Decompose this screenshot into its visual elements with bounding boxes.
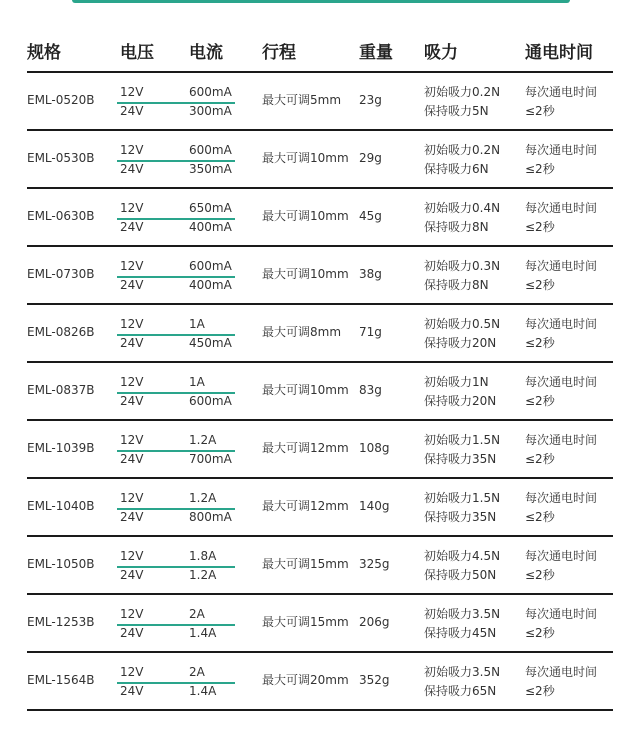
table-row [27, 131, 613, 189]
table-row [27, 479, 613, 537]
stroke-cell: 最大可调12mm [262, 499, 349, 513]
weight-cell: 23g [359, 93, 382, 107]
energize-time-label-cell: 每次通电时间 [525, 549, 598, 563]
current-12v-cell: 1.2A [189, 491, 217, 505]
stroke-cell: 最大可调10mm [262, 209, 349, 223]
energize-time-value-cell: ≤2秒 [525, 278, 555, 292]
spec-table [27, 28, 613, 711]
holding-force-cell: 保持吸力20N [424, 336, 497, 350]
table-row [27, 363, 613, 421]
current-24v-cell: 600mA [189, 394, 232, 408]
voltage-12v-cell: 12V [120, 549, 144, 563]
stroke-cell: 最大可调10mm [262, 151, 349, 165]
weight-cell: 140g [359, 499, 390, 513]
energize-time-value-cell: ≤2秒 [525, 626, 555, 640]
top-accent-bar [72, 0, 570, 3]
current-24v-cell: 300mA [189, 104, 232, 118]
holding-force-cell: 保持吸力35N [424, 452, 497, 466]
stroke-cell: 最大可调15mm [262, 615, 349, 629]
spec-cell: EML-1564B [27, 673, 95, 687]
voltage-12v-cell: 12V [120, 201, 144, 215]
header-time: 通电时间 [525, 43, 593, 63]
energize-time-value-cell: ≤2秒 [525, 220, 555, 234]
current-12v-cell: 600mA [189, 143, 232, 157]
weight-cell: 352g [359, 673, 390, 687]
voltage-12v-cell: 12V [120, 607, 144, 621]
current-24v-cell: 1.2A [189, 568, 217, 582]
energize-time-value-cell: ≤2秒 [525, 452, 555, 466]
energize-time-label-cell: 每次通电时间 [525, 259, 598, 273]
table-body [27, 73, 613, 711]
spec-cell: EML-0826B [27, 325, 95, 339]
stroke-cell: 最大可调8mm [262, 325, 342, 339]
voltage-24v-cell: 24V [120, 510, 144, 524]
current-24v-cell: 1.4A [189, 684, 217, 698]
energize-time-label-cell: 每次通电时间 [525, 375, 598, 389]
table-row [27, 421, 613, 479]
initial-force-cell: 初始吸力4.5N [424, 549, 501, 563]
voltage-24v-cell: 24V [120, 568, 144, 582]
stroke-cell: 最大可调15mm [262, 557, 349, 571]
current-24v-cell: 450mA [189, 336, 232, 350]
weight-cell: 206g [359, 615, 390, 629]
initial-force-cell: 初始吸力0.2N [424, 85, 501, 99]
energize-time-label-cell: 每次通电时间 [525, 143, 598, 157]
header-force: 吸力 [424, 43, 458, 63]
current-12v-cell: 2A [189, 607, 205, 621]
header-spec: 规格 [27, 43, 61, 63]
current-12v-cell: 1.2A [189, 433, 217, 447]
voltage-24v-cell: 24V [120, 278, 144, 292]
energize-time-value-cell: ≤2秒 [525, 510, 555, 524]
energize-time-label-cell: 每次通电时间 [525, 317, 598, 331]
voltage-12v-cell: 12V [120, 665, 144, 679]
holding-force-cell: 保持吸力35N [424, 510, 497, 524]
energize-time-label-cell: 每次通电时间 [525, 491, 598, 505]
initial-force-cell: 初始吸力0.2N [424, 143, 501, 157]
voltage-24v-cell: 24V [120, 104, 144, 118]
stroke-cell: 最大可调12mm [262, 441, 349, 455]
weight-cell: 38g [359, 267, 382, 281]
spec-cell: EML-0530B [27, 151, 95, 165]
current-24v-cell: 400mA [189, 278, 232, 292]
stroke-cell: 最大可调20mm [262, 673, 349, 687]
initial-force-cell: 初始吸力3.5N [424, 607, 501, 621]
weight-cell: 108g [359, 441, 390, 455]
weight-cell: 45g [359, 209, 382, 223]
energize-time-value-cell: ≤2秒 [525, 394, 555, 408]
table-row [27, 653, 613, 711]
voltage-24v-cell: 24V [120, 684, 144, 698]
weight-cell: 325g [359, 557, 390, 571]
energize-time-value-cell: ≤2秒 [525, 684, 555, 698]
weight-cell: 71g [359, 325, 382, 339]
voltage-12v-cell: 12V [120, 433, 144, 447]
current-12v-cell: 650mA [189, 201, 232, 215]
stroke-cell: 最大可调10mm [262, 267, 349, 281]
holding-force-cell: 保持吸力6N [424, 162, 489, 176]
holding-force-cell: 保持吸力65N [424, 684, 497, 698]
spec-cell: EML-0730B [27, 267, 95, 281]
voltage-24v-cell: 24V [120, 220, 144, 234]
voltage-12v-cell: 12V [120, 375, 144, 389]
current-12v-cell: 1A [189, 317, 205, 331]
voltage-24v-cell: 24V [120, 162, 144, 176]
current-24v-cell: 700mA [189, 452, 232, 466]
initial-force-cell: 初始吸力0.4N [424, 201, 501, 215]
current-24v-cell: 800mA [189, 510, 232, 524]
voltage-24v-cell: 24V [120, 394, 144, 408]
current-12v-cell: 600mA [189, 85, 232, 99]
header-current: 电流 [189, 43, 223, 63]
voltage-12v-cell: 12V [120, 143, 144, 157]
energize-time-label-cell: 每次通电时间 [525, 665, 598, 679]
holding-force-cell: 保持吸力50N [424, 568, 497, 582]
current-12v-cell: 1.8A [189, 549, 217, 563]
holding-force-cell: 保持吸力45N [424, 626, 497, 640]
table-row [27, 73, 613, 131]
spec-cell: EML-1040B [27, 499, 95, 513]
weight-cell: 83g [359, 383, 382, 397]
energize-time-value-cell: ≤2秒 [525, 162, 555, 176]
holding-force-cell: 保持吸力5N [424, 104, 489, 118]
current-24v-cell: 1.4A [189, 626, 217, 640]
current-12v-cell: 1A [189, 375, 205, 389]
voltage-24v-cell: 24V [120, 626, 144, 640]
weight-cell: 29g [359, 151, 382, 165]
initial-force-cell: 初始吸力1N [424, 375, 489, 389]
energize-time-label-cell: 每次通电时间 [525, 607, 598, 621]
stroke-cell: 最大可调5mm [262, 93, 342, 107]
current-12v-cell: 600mA [189, 259, 232, 273]
energize-time-label-cell: 每次通电时间 [525, 201, 598, 215]
header-weight: 重量 [359, 43, 393, 63]
initial-force-cell: 初始吸力1.5N [424, 491, 501, 505]
energize-time-value-cell: ≤2秒 [525, 336, 555, 350]
spec-cell: EML-0630B [27, 209, 95, 223]
table-header [27, 28, 613, 73]
table-row [27, 595, 613, 653]
initial-force-cell: 初始吸力0.5N [424, 317, 501, 331]
holding-force-cell: 保持吸力8N [424, 220, 489, 234]
initial-force-cell: 初始吸力0.3N [424, 259, 501, 273]
spec-cell: EML-1253B [27, 615, 95, 629]
header-voltage: 电压 [120, 43, 154, 63]
voltage-12v-cell: 12V [120, 491, 144, 505]
voltage-12v-cell: 12V [120, 259, 144, 273]
stroke-cell: 最大可调10mm [262, 383, 349, 397]
spec-cell: EML-0837B [27, 383, 95, 397]
table-row [27, 537, 613, 595]
energize-time-label-cell: 每次通电时间 [525, 433, 598, 447]
initial-force-cell: 初始吸力3.5N [424, 665, 501, 679]
table-row [27, 189, 613, 247]
energize-time-value-cell: ≤2秒 [525, 568, 555, 582]
energize-time-value-cell: ≤2秒 [525, 104, 555, 118]
holding-force-cell: 保持吸力20N [424, 394, 497, 408]
energize-time-label-cell: 每次通电时间 [525, 85, 598, 99]
voltage-24v-cell: 24V [120, 336, 144, 350]
voltage-12v-cell: 12V [120, 85, 144, 99]
holding-force-cell: 保持吸力8N [424, 278, 489, 292]
spec-cell: EML-1050B [27, 557, 95, 571]
voltage-24v-cell: 24V [120, 452, 144, 466]
spec-cell: EML-1039B [27, 441, 95, 455]
current-12v-cell: 2A [189, 665, 205, 679]
table-row [27, 247, 613, 305]
current-24v-cell: 400mA [189, 220, 232, 234]
table-row [27, 305, 613, 363]
voltage-12v-cell: 12V [120, 317, 144, 331]
initial-force-cell: 初始吸力1.5N [424, 433, 501, 447]
current-24v-cell: 350mA [189, 162, 232, 176]
header-stroke: 行程 [262, 43, 296, 63]
spec-cell: EML-0520B [27, 93, 95, 107]
